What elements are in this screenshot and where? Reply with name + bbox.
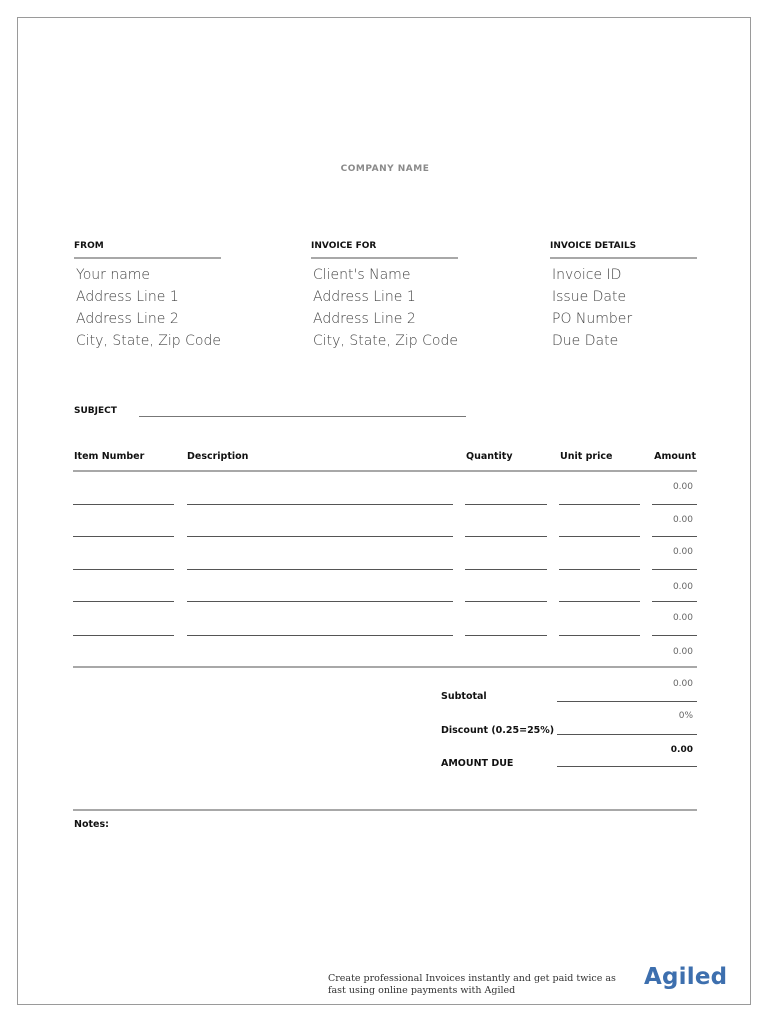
unit-price-field[interactable] <box>559 504 640 505</box>
quantity-field[interactable] <box>465 569 547 570</box>
from-address-line-1[interactable]: Address Line 1 <box>76 289 179 305</box>
quantity-field[interactable] <box>465 536 547 537</box>
amount-field <box>652 635 697 636</box>
invoice-details-section <box>550 241 697 352</box>
item-number-field[interactable] <box>73 601 174 602</box>
item-number-field[interactable] <box>73 504 174 505</box>
agiled-logo[interactable]: Agiled <box>644 964 728 990</box>
from-heading: FROM <box>74 241 104 251</box>
amount-field <box>652 601 697 602</box>
from-name[interactable]: Your name <box>76 267 151 283</box>
invoice-for-section <box>311 241 458 352</box>
po-number[interactable]: PO Number <box>552 311 633 327</box>
invoice-for-divider <box>311 257 458 259</box>
table-header-divider <box>73 470 697 472</box>
promo-line-2: fast using online payments with Agiled <box>328 985 516 996</box>
invoice-details-heading: INVOICE DETAILS <box>550 241 637 251</box>
row-amount: 0.00 <box>672 547 693 557</box>
item-number-field[interactable] <box>73 536 174 537</box>
amount-field <box>652 569 697 570</box>
unit-price-field[interactable] <box>559 569 640 570</box>
header-amount: Amount <box>654 451 696 462</box>
subtotal-value: 0.00 <box>672 679 693 689</box>
row-amount: 0.00 <box>672 613 693 623</box>
from-city-state-zip[interactable]: City, State, Zip Code <box>76 333 221 349</box>
client-name[interactable]: Client's Name <box>313 267 411 283</box>
subtotal-label: Subtotal <box>441 691 487 702</box>
item-number-field[interactable] <box>73 635 174 636</box>
notes-label: Notes: <box>74 819 109 830</box>
promo-text <box>328 973 618 997</box>
invoice-details-divider <box>550 257 697 259</box>
client-address-line-1[interactable]: Address Line 1 <box>313 289 416 305</box>
header-item-number: Item Number <box>74 451 145 462</box>
company-name: COMPANY NAME <box>340 164 430 174</box>
table-end-divider <box>73 666 697 668</box>
subtotal-line <box>557 701 697 702</box>
discount-value[interactable]: 0% <box>678 711 693 721</box>
description-field[interactable] <box>187 601 453 602</box>
description-field[interactable] <box>187 569 453 570</box>
row-amount: 0.00 <box>672 515 693 525</box>
description-field[interactable] <box>187 635 453 636</box>
unit-price-field[interactable] <box>559 536 640 537</box>
row-amount: 0.00 <box>672 582 693 592</box>
row-amount: 0.00 <box>672 647 693 657</box>
amount-due-line <box>557 766 697 767</box>
invoice-id[interactable]: Invoice ID <box>552 267 622 283</box>
subject-input-line[interactable] <box>139 416 466 417</box>
header-description: Description <box>187 451 249 462</box>
from-section <box>74 241 221 352</box>
discount-label: Discount (0.25=25%) <box>441 725 555 736</box>
client-address-line-2[interactable]: Address Line 2 <box>313 311 416 327</box>
header-unit-price: Unit price <box>560 451 613 462</box>
amount-field <box>652 504 697 505</box>
item-number-field[interactable] <box>73 569 174 570</box>
quantity-field[interactable] <box>465 601 547 602</box>
promo-line-1: Create professional Invoices instantly and get paid twice as <box>328 973 616 984</box>
quantity-field[interactable] <box>465 635 547 636</box>
from-divider <box>74 257 221 259</box>
amount-due-value: 0.00 <box>670 745 693 755</box>
unit-price-field[interactable] <box>559 635 640 636</box>
issue-date[interactable]: Issue Date <box>552 289 627 305</box>
notes-divider <box>73 809 697 811</box>
unit-price-field[interactable] <box>559 601 640 602</box>
description-field[interactable] <box>187 536 453 537</box>
row-amount: 0.00 <box>672 482 693 492</box>
quantity-field[interactable] <box>465 504 547 505</box>
description-field[interactable] <box>187 504 453 505</box>
amount-field <box>652 536 697 537</box>
header-quantity: Quantity <box>466 451 513 462</box>
from-address-line-2[interactable]: Address Line 2 <box>76 311 179 327</box>
client-city-state-zip[interactable]: City, State, Zip Code <box>313 333 458 349</box>
due-date[interactable]: Due Date <box>552 333 619 349</box>
amount-due-label: AMOUNT DUE <box>441 758 514 769</box>
discount-line <box>557 734 697 735</box>
subject-label: SUBJECT <box>74 406 117 416</box>
invoice-for-heading: INVOICE FOR <box>311 241 377 251</box>
